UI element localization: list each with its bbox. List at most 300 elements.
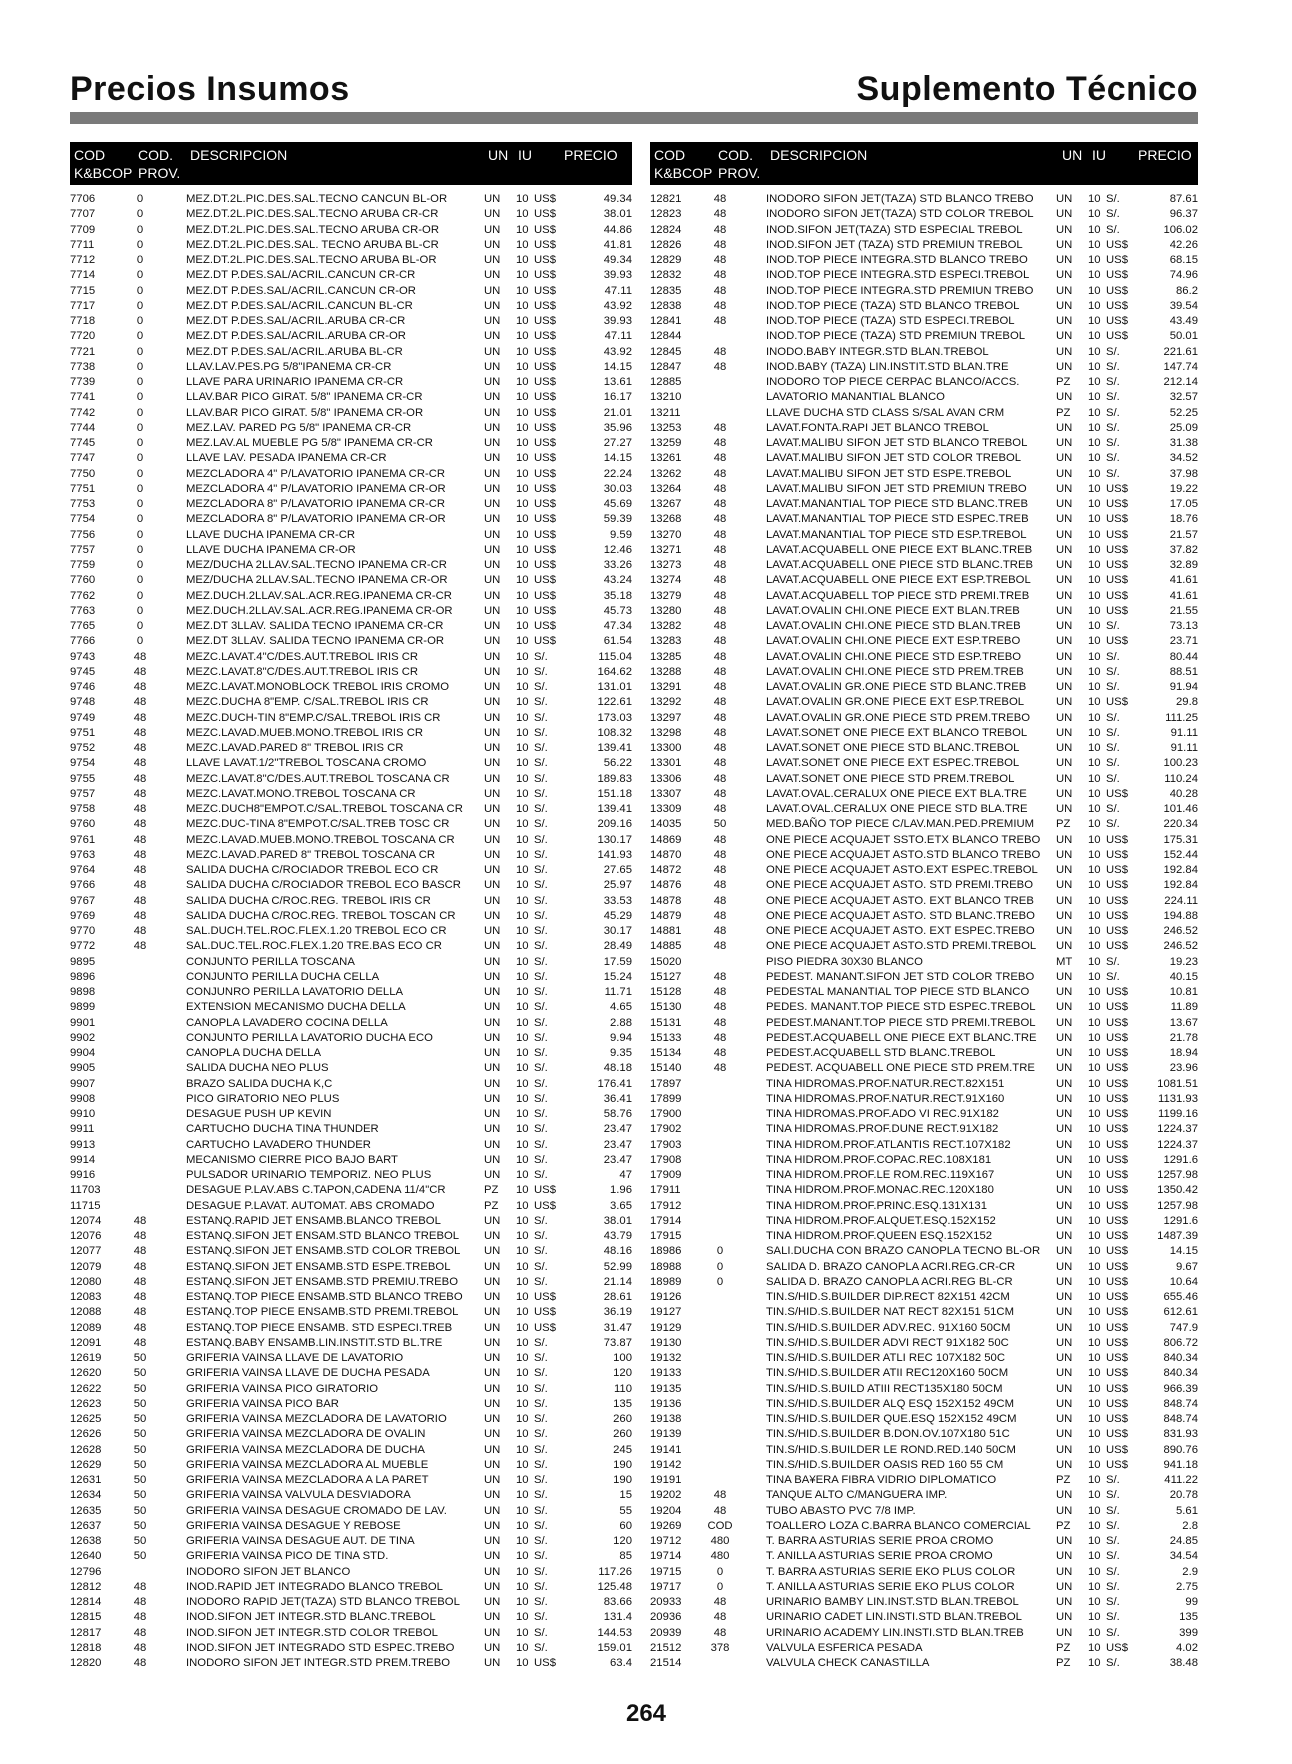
cell-prov: 0	[136, 543, 144, 556]
cell-price: 25.97	[603, 879, 632, 892]
cell-description: MEZC.LAVAT.MONO.TREBOL TOSCANA CR	[186, 787, 416, 800]
cell-currency: S/.	[1106, 437, 1120, 449]
cell-description: GRIFERIA VAINSA LLAVE DE DUCHA PESADA	[186, 1367, 430, 1380]
table-row	[70, 650, 632, 665]
table-row	[650, 863, 1198, 878]
cell-price: 21.14	[603, 1275, 632, 1288]
header-prov: COD. PROV.	[138, 147, 181, 181]
cell-price: 612.61	[1163, 1306, 1198, 1319]
cell-cod: 9766	[70, 879, 96, 892]
cell-cod: 19204	[650, 1504, 682, 1517]
cell-prov: 50	[133, 1550, 147, 1563]
cell-prov: 48	[133, 1275, 147, 1288]
cell-prov: 48	[133, 925, 147, 937]
table-row	[70, 1031, 632, 1046]
table-row	[70, 619, 632, 634]
cell-cod: 15127	[650, 970, 682, 983]
table-row	[70, 589, 632, 604]
cell-currency: US$	[1106, 909, 1128, 922]
cell-description: MEZC.LAVAD.PARED 8" TREBOL IRIS CR	[186, 742, 404, 754]
cell-cod: 13259	[650, 437, 682, 449]
cell-currency: US$	[534, 421, 556, 434]
cell-iu: 10	[1088, 1413, 1101, 1425]
cell-currency: S/.	[534, 848, 548, 861]
cell-iu: 10	[1088, 604, 1101, 617]
table-row	[70, 192, 632, 207]
cell-iu: 10	[516, 696, 529, 709]
cell-price: 27.27	[603, 437, 632, 449]
cell-description: TINA HIDROM.PROF.ATLANTIS RECT.107X182	[766, 1138, 1011, 1151]
cell-currency: US$	[1106, 1641, 1128, 1654]
cell-cod: 9764	[70, 864, 96, 876]
cell-iu: 10	[1088, 1306, 1101, 1319]
cell-prov: 48	[133, 818, 147, 831]
cell-un: UN	[1056, 1382, 1073, 1395]
cell-un: PZ	[1056, 1641, 1071, 1654]
cell-un: UN	[484, 879, 501, 892]
cell-price: 131.4	[603, 1611, 632, 1624]
cell-prov: 48	[133, 772, 147, 785]
table-row	[650, 1488, 1198, 1503]
cell-cod: 12628	[70, 1443, 102, 1456]
table-row	[650, 1443, 1198, 1458]
cell-description: SALIDA D. BRAZO CANOPLA ACRI.REG BL-CR	[766, 1275, 1013, 1288]
cell-price: 58.76	[603, 1108, 632, 1120]
cell-description: SALIDA DUCHA C/ROC.REG. TREBOL IRIS CR	[186, 894, 431, 907]
cell-description: TINA HIDROMAS.PROF.DUNE RECT.91X182	[766, 1123, 999, 1136]
cell-currency: US$	[534, 620, 556, 632]
header-precio: PRECIO	[564, 147, 618, 163]
cell-description: SALIDA D. BRAZO CANOPLA ACRI.REG.CR-CR	[766, 1260, 1016, 1273]
cell-prov: 48	[713, 421, 727, 434]
cell-price: 43.49	[1169, 315, 1198, 327]
cell-iu: 10	[516, 955, 529, 968]
table-row	[650, 1534, 1198, 1549]
cell-currency: US$	[534, 208, 556, 221]
cell-cod: 13291	[650, 681, 682, 693]
cell-price: 1257.98	[1157, 1169, 1198, 1181]
cell-prov: 0	[136, 452, 144, 465]
cell-prov: 48	[713, 833, 727, 846]
cell-price: 18.94	[1169, 1047, 1198, 1059]
cell-prov: 48	[713, 803, 727, 815]
cell-un: UN	[484, 635, 501, 648]
table-row	[650, 1595, 1198, 1610]
cell-price: 120	[613, 1535, 632, 1547]
cell-iu: 10	[516, 1641, 529, 1654]
cell-un: UN	[484, 1611, 501, 1624]
cell-price: 11.89	[1170, 1001, 1198, 1014]
table-row	[650, 924, 1198, 939]
cell-description: CONJUNTO PERILLA LAVATORIO DUCHA ECO	[186, 1031, 433, 1044]
cell-cod: 13211	[650, 406, 681, 419]
table-row	[650, 787, 1198, 802]
cell-un: UN	[1056, 833, 1073, 846]
table-row	[650, 1061, 1198, 1076]
cell-cod: 7738	[70, 360, 96, 373]
cell-currency: S/.	[534, 742, 548, 754]
cell-prov: 50	[133, 1474, 147, 1486]
table-row	[70, 1595, 632, 1610]
cell-prov: 0	[136, 193, 144, 205]
table-row	[650, 756, 1198, 771]
cell-un: UN	[484, 345, 501, 358]
cell-un: UN	[484, 193, 501, 205]
cell-price: 22.24	[603, 467, 632, 480]
table-row	[650, 1122, 1198, 1137]
cell-un: MT	[1056, 955, 1073, 968]
cell-cod: 17912	[650, 1199, 682, 1212]
cell-un: UN	[484, 665, 501, 678]
cell-un: UN	[1056, 1138, 1073, 1151]
cell-currency: S/.	[1106, 955, 1120, 968]
cell-iu: 10	[1088, 940, 1101, 953]
table-row	[70, 604, 632, 619]
cell-price: 3.65	[610, 1199, 632, 1212]
cell-price: 1199.16	[1158, 1108, 1198, 1120]
cell-prov: 48	[713, 620, 727, 632]
cell-cod: 13273	[650, 559, 682, 571]
table-row	[70, 863, 632, 878]
cell-currency: S/.	[534, 1580, 548, 1593]
table-row	[70, 1092, 632, 1107]
cell-prov: 48	[713, 543, 727, 556]
cell-prov: 48	[133, 864, 147, 876]
cell-un: UN	[484, 1626, 501, 1639]
cell-prov: 48	[133, 742, 147, 754]
cell-un: UN	[484, 1458, 501, 1471]
cell-iu: 10	[516, 772, 529, 785]
cell-currency: S/.	[534, 1428, 548, 1441]
cell-price: 83.66	[603, 1596, 632, 1608]
table-row	[650, 1519, 1198, 1534]
cell-price: 56.22	[603, 757, 632, 770]
cell-currency: S/.	[534, 1489, 548, 1502]
cell-iu: 10	[1088, 650, 1101, 663]
cell-cod: 7762	[70, 589, 96, 602]
cell-price: 96.37	[1169, 208, 1198, 221]
cell-un: UN	[1056, 1123, 1073, 1136]
cell-un: UN	[1056, 1413, 1073, 1425]
cell-un: UN	[484, 742, 501, 754]
cell-description: GRIFERIA VAINSA DESAGUE Y REBOSE	[186, 1519, 401, 1532]
cell-prov: 48	[133, 650, 147, 663]
cell-price: 2.75	[1176, 1580, 1198, 1593]
cell-description: ESTANQ.BABY ENSAMB.LIN.INSTIT.STD BL.TRE	[186, 1336, 443, 1349]
cell-price: 39.93	[603, 315, 632, 327]
table-row	[70, 970, 632, 985]
cell-iu: 10	[1088, 711, 1101, 724]
cell-description: ESTANQ.TOP PIECE ENSAMB.STD BLANCO TREBO	[186, 1291, 463, 1303]
cell-price: 36.19	[603, 1306, 632, 1319]
cell-currency: US$	[534, 223, 556, 236]
cell-iu: 10	[1088, 1062, 1101, 1075]
cell-currency: S/.	[534, 879, 548, 892]
cell-price: 173.03	[597, 711, 632, 724]
cell-prov: 48	[713, 772, 727, 785]
cell-description: MEZ.DT.2L.PIC.DES.SAL.TECNO ARUBA CR-OR	[186, 223, 439, 236]
table-row	[70, 467, 632, 482]
table-row	[70, 451, 632, 466]
table-row	[650, 817, 1198, 832]
cell-price: 34.52	[1169, 452, 1198, 465]
table-row	[650, 1565, 1198, 1580]
table-row	[70, 1183, 632, 1198]
table-row	[650, 1000, 1198, 1015]
cell-un: UN	[1056, 1565, 1073, 1578]
cell-un: UN	[484, 986, 501, 998]
cell-description: SALIDA DUCHA C/ROCIADOR TREBOL ECO BASCR	[186, 879, 461, 892]
cell-cod: 13262	[650, 467, 682, 480]
cell-price: 21.78	[1169, 1031, 1198, 1044]
table-row	[70, 1458, 632, 1473]
cell-un: UN	[484, 513, 501, 526]
cell-prov: 0	[136, 238, 144, 251]
cell-price: 18.76	[1169, 513, 1198, 526]
cell-un: UN	[484, 1397, 501, 1410]
cell-description: SAL.DUCH.TEL.ROC.FLEX.1.20 TREBOL ECO CR	[186, 925, 447, 937]
table-row	[650, 741, 1198, 756]
cell-price: 411.22	[1164, 1474, 1198, 1486]
table-row	[70, 1229, 632, 1244]
cell-cod: 19191	[650, 1474, 682, 1486]
cell-iu: 10	[1088, 970, 1101, 983]
cell-description: MEZ.LAV. PARED PG 5/8" IPANEMA CR-CR	[186, 421, 412, 434]
cell-un: UN	[1056, 620, 1073, 632]
cell-prov: 0	[136, 345, 144, 358]
cell-currency: S/.	[534, 1352, 548, 1364]
cell-price: 101.46	[1163, 803, 1198, 815]
cell-prov: 0	[716, 1565, 724, 1578]
cell-iu: 10	[1088, 543, 1101, 556]
cell-currency: US$	[534, 498, 556, 510]
cell-description: PEDEST. ACQUABELL ONE PIECE STD PREM.TRE	[766, 1062, 1035, 1075]
cell-prov: 0	[136, 254, 144, 266]
cell-description: LLAVE LAV. PESADA IPANEMA CR-CR	[186, 452, 387, 465]
table-row	[70, 1488, 632, 1503]
cell-un: UN	[484, 696, 501, 709]
cell-un: PZ	[1056, 1519, 1071, 1532]
cell-un: UN	[1056, 970, 1073, 983]
cell-cod: 7760	[70, 574, 96, 587]
cell-price: 28.61	[603, 1291, 632, 1303]
cell-un: UN	[484, 391, 501, 404]
cell-description: LAVAT.MALIBU SIFON JET STD PREMIUN TREBO	[766, 482, 1027, 495]
cell-prov: 48	[713, 345, 727, 358]
cell-description: TINA HIDROMAS.PROF.NATUR.RECT.82X151	[766, 1077, 1005, 1090]
cell-un: UN	[1056, 1077, 1073, 1090]
cell-iu: 10	[516, 604, 529, 617]
cell-iu: 10	[516, 482, 529, 495]
cell-un: UN	[484, 925, 501, 937]
cell-currency: US$	[534, 360, 556, 373]
cell-un: UN	[484, 1169, 501, 1181]
cell-currency: US$	[534, 269, 556, 282]
cell-currency: US$	[1106, 848, 1128, 861]
cell-price: 11.71	[604, 986, 632, 998]
cell-iu: 10	[1088, 238, 1101, 251]
cell-cod: 14881	[650, 925, 682, 937]
cell-description: TIN.S/HID.S.BUILDER NAT RECT 82X151 51CM	[766, 1306, 1014, 1319]
table-row	[70, 711, 632, 726]
cell-prov: 0	[716, 1260, 724, 1273]
table-row	[650, 528, 1198, 543]
cell-price: 117.26	[598, 1565, 632, 1578]
cell-cod: 12091	[70, 1336, 102, 1349]
table-row	[650, 680, 1198, 695]
cell-un: UN	[1056, 1550, 1073, 1563]
cell-iu: 10	[1088, 1565, 1101, 1578]
table-row	[70, 634, 632, 649]
cell-prov: 48	[713, 528, 727, 541]
cell-price: 80.44	[1169, 650, 1198, 663]
cell-currency: US$	[1106, 1443, 1128, 1456]
cell-iu: 10	[516, 818, 529, 831]
cell-description: LAVAT.MANANTIAL TOP PIECE STD BLANC.TREB	[766, 498, 1028, 510]
table-row	[650, 1321, 1198, 1336]
cell-price: 399	[1179, 1626, 1198, 1639]
cell-currency: US$	[534, 1321, 556, 1334]
cell-prov: 48	[133, 1214, 147, 1227]
cell-currency: US$	[1106, 940, 1128, 953]
cell-price: 68.15	[1169, 254, 1198, 266]
table-row	[650, 1610, 1198, 1625]
cell-description: T. ANILLA ASTURIAS SERIE EKO PLUS COLOR	[766, 1580, 1015, 1593]
cell-cod: 12619	[70, 1352, 102, 1364]
cell-cod: 19133	[650, 1367, 682, 1380]
cell-un: UN	[484, 1108, 501, 1120]
cell-un: UN	[1056, 1535, 1073, 1547]
cell-iu: 10	[516, 254, 529, 266]
cell-prov: 0	[136, 360, 144, 373]
cell-iu: 10	[516, 345, 529, 358]
cell-un: UN	[1056, 391, 1073, 404]
cell-price: 848.74	[1163, 1397, 1198, 1410]
cell-price: 2.8	[1182, 1519, 1198, 1532]
cell-iu: 10	[1088, 1458, 1101, 1471]
cell-cod: 13261	[650, 452, 682, 465]
cell-description: MEZ.DT.2L.PIC.DES.SAL.TECNO CANCUN BL-OR	[186, 193, 448, 205]
cell-un: UN	[1056, 909, 1073, 922]
cell-currency: S/.	[534, 1397, 548, 1410]
cell-iu: 10	[1088, 1596, 1101, 1608]
cell-iu: 10	[516, 1047, 529, 1059]
cell-iu: 10	[516, 1169, 529, 1181]
cell-description: LAVATORIO MANANTIAL BLANCO	[766, 391, 945, 404]
table-row	[70, 741, 632, 756]
cell-cod: 14885	[650, 940, 682, 953]
cell-currency: S/.	[1106, 1474, 1120, 1486]
cell-cod: 21514	[650, 1657, 682, 1669]
cell-un: UN	[484, 1382, 501, 1395]
cell-price: 1257.98	[1157, 1199, 1198, 1212]
cell-price: 47.34	[603, 620, 632, 632]
cell-cod: 12818	[70, 1641, 102, 1654]
cell-un: UN	[1056, 925, 1073, 937]
cell-currency: S/.	[534, 1275, 548, 1288]
cell-description: DESAGUE PUSH UP KEVIN	[186, 1108, 332, 1120]
table-row	[650, 848, 1198, 863]
cell-un: UN	[1056, 1169, 1073, 1181]
cell-prov: 0	[136, 620, 144, 632]
table-row	[650, 1244, 1198, 1259]
cell-currency: US$	[534, 1184, 556, 1197]
cell-prov: 48	[713, 696, 727, 709]
cell-cod: 15130	[650, 1001, 682, 1014]
cell-un: UN	[1056, 803, 1073, 815]
cell-price: 52.99	[603, 1260, 632, 1273]
cell-iu: 10	[1088, 1123, 1101, 1136]
cell-cod: 9760	[70, 818, 96, 831]
cell-iu: 10	[1088, 254, 1101, 266]
page-title-left: Precios Insumos	[70, 70, 350, 108]
cell-currency: US$	[1106, 528, 1128, 541]
cell-description: MEZ.DT P.DES.SAL/ACRIL.CANCUN CR-OR	[186, 284, 416, 297]
cell-price: 831.93	[1163, 1428, 1198, 1441]
cell-price: 37.82	[1169, 543, 1198, 556]
cell-cod: 9913	[70, 1138, 96, 1151]
table-row	[650, 482, 1198, 497]
cell-prov: 48	[713, 299, 727, 312]
cell-prov: 48	[133, 833, 147, 846]
cell-prov: 48	[133, 711, 147, 724]
cell-cod: 19712	[650, 1535, 682, 1547]
cell-un: UN	[484, 238, 501, 251]
cell-iu: 10	[516, 1291, 529, 1303]
cell-price: 19.22	[1169, 482, 1198, 495]
cell-currency: US$	[1106, 1031, 1128, 1044]
table-row	[70, 1046, 632, 1061]
cell-un: UN	[1056, 1489, 1073, 1502]
cell-un: UN	[1056, 757, 1073, 770]
cell-description: LAVAT.ACQUABELL ONE PIECE EXT ESP.TREBOL	[766, 574, 1031, 587]
cell-iu: 10	[1088, 772, 1101, 785]
cell-cod: 13267	[650, 498, 682, 510]
cell-price: 4.02	[1176, 1641, 1198, 1654]
cell-iu: 10	[516, 1611, 529, 1624]
cell-cod: 9755	[70, 772, 96, 785]
cell-un: UN	[484, 589, 501, 602]
cell-cod: 9754	[70, 757, 96, 770]
table-row	[650, 1626, 1198, 1641]
cell-cod: 15131	[650, 1016, 682, 1029]
cell-currency: S/.	[534, 970, 548, 983]
cell-prov: 0	[136, 498, 144, 510]
cell-currency: US$	[1106, 1108, 1128, 1120]
table-row	[70, 1427, 632, 1442]
cell-description: MEZ.DT P.DES.SAL/ACRIL.ARUBA CR-CR	[186, 315, 406, 327]
cell-iu: 10	[516, 864, 529, 876]
cell-cod: 13285	[650, 650, 682, 663]
cell-cod: 15020	[650, 955, 682, 968]
cell-currency: US$	[534, 452, 556, 465]
cell-un: UN	[1056, 1596, 1073, 1608]
cell-iu: 10	[1088, 665, 1101, 678]
cell-cod: 20936	[650, 1611, 682, 1624]
cell-description: MEZC.DUCH8"EMPOT.C/SAL.TREBOL TOSCANA CR	[186, 803, 463, 815]
cell-currency: S/.	[534, 665, 548, 678]
cell-un: UN	[484, 1153, 501, 1166]
cell-iu: 10	[516, 589, 529, 602]
cell-iu: 10	[1088, 833, 1101, 846]
table-row	[650, 894, 1198, 909]
cell-cod: 9902	[70, 1031, 96, 1044]
cell-description: GRIFERIA VAINSA MEZCLADORA A LA PARET	[186, 1474, 429, 1486]
table-row	[650, 1168, 1198, 1183]
cell-iu: 10	[1088, 1016, 1101, 1029]
table-row	[650, 1183, 1198, 1198]
table-row	[70, 1412, 632, 1427]
